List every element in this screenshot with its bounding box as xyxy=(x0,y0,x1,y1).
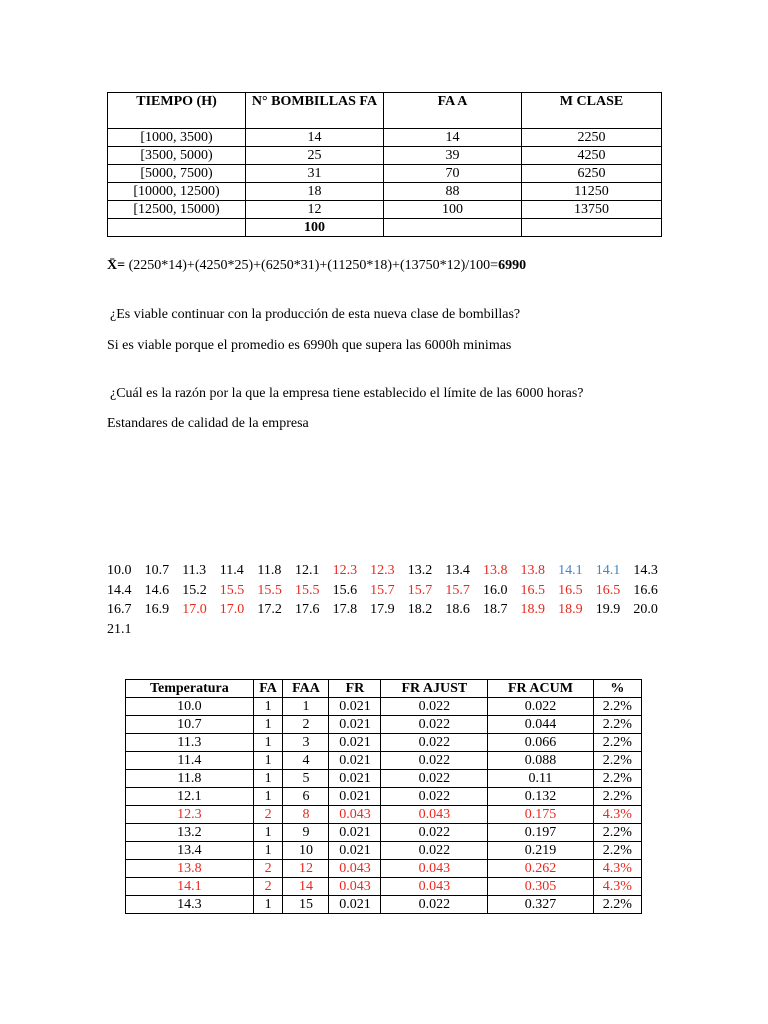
class-table-cell: [10000, 12500) xyxy=(108,183,246,201)
frequency-cell: 1 xyxy=(253,716,283,734)
frequency-cell: 0.022 xyxy=(381,788,488,806)
frequency-cell: 0.021 xyxy=(329,788,381,806)
frequency-table-row xyxy=(126,770,642,788)
data-value: 20.0 xyxy=(633,602,658,617)
frequency-cell: 12.3 xyxy=(126,806,254,824)
frequency-cell: 0.132 xyxy=(488,788,593,806)
frequency-cell: 0.043 xyxy=(381,860,488,878)
data-value: 16.9 xyxy=(144,602,170,617)
data-value: 18.9 xyxy=(558,602,583,617)
class-table-cell: 39 xyxy=(384,147,522,165)
frequency-cell: 0.021 xyxy=(329,752,381,770)
frequency-table-row xyxy=(126,788,642,806)
total-empty-cell xyxy=(384,219,522,237)
data-row xyxy=(107,602,667,622)
frequency-cell: 0.022 xyxy=(381,752,488,770)
frequency-cell: 8 xyxy=(283,806,329,824)
frequency-cell: 14.1 xyxy=(126,878,254,896)
data-value: 13.2 xyxy=(407,563,433,578)
total-cell: 100 xyxy=(246,219,384,237)
frequency-table-row xyxy=(126,860,642,878)
frequency-table-row xyxy=(126,734,642,752)
class-table xyxy=(107,92,662,237)
data-value: 18.6 xyxy=(445,602,470,617)
data-value: 17.6 xyxy=(294,602,320,617)
frequency-cell: 0.021 xyxy=(329,698,381,716)
frequency-cell: 5 xyxy=(283,770,329,788)
answer-1: Si es viable porque el promedio es 6990h que supera las 6000h minimas xyxy=(107,338,512,353)
header-bombillas: N° BOMBILLAS FA xyxy=(246,93,384,129)
frequency-header-cell: Temperatura xyxy=(126,680,254,698)
frequency-cell: 0.022 xyxy=(381,842,488,860)
data-value: 15.5 xyxy=(257,582,282,598)
frequency-cell: 10.0 xyxy=(126,698,254,716)
frequency-cell: 10.7 xyxy=(126,716,254,734)
frequency-cell: 2 xyxy=(253,860,283,878)
data-value: 14.4 xyxy=(107,582,132,598)
frequency-cell: 1 xyxy=(253,824,283,842)
frequency-cell: 0.022 xyxy=(381,824,488,842)
question-1: ¿Es viable continuar con la producción de esta nueva clase de bombillas? xyxy=(110,307,521,322)
data-value: 15.7 xyxy=(407,582,433,598)
class-table-cell: 12 xyxy=(246,201,384,219)
frequency-cell: 0.022 xyxy=(488,698,593,716)
mean-symbol: X̄= xyxy=(107,258,126,273)
frequency-header-cell: FAA xyxy=(283,680,329,698)
frequency-cell: 1 xyxy=(283,698,329,716)
frequency-table-row xyxy=(126,896,642,914)
frequency-cell: 13.2 xyxy=(126,824,254,842)
frequency-table-row xyxy=(126,842,642,860)
frequency-cell: 0.043 xyxy=(329,878,381,896)
data-value: 12.3 xyxy=(370,563,395,578)
data-value: 21.1 xyxy=(107,621,132,637)
frequency-cell: 0.088 xyxy=(488,752,593,770)
data-value: 16.0 xyxy=(482,582,508,598)
data-value: 14.3 xyxy=(633,563,658,578)
frequency-cell: 0.022 xyxy=(381,896,488,914)
frequency-cell: 0.043 xyxy=(329,860,381,878)
data-value: 13.8 xyxy=(482,563,508,578)
class-table-cell: [5000, 7500) xyxy=(108,165,246,183)
data-row xyxy=(107,563,667,583)
question-2: ¿Cuál es la razón por la que la empresa tiene establecido el límite de las 6000 horas? xyxy=(110,386,584,401)
data-value: 16.5 xyxy=(520,582,546,598)
frequency-cell: 0.022 xyxy=(381,716,488,734)
frequency-cell: 12 xyxy=(283,860,329,878)
frequency-table-row xyxy=(126,752,642,770)
mean-formula xyxy=(107,258,526,274)
class-table-cell: 4250 xyxy=(522,147,662,165)
frequency-cell: 0.175 xyxy=(488,806,593,824)
frequency-cell: 13.4 xyxy=(126,842,254,860)
data-value: 11.8 xyxy=(257,563,282,578)
frequency-cell: 3 xyxy=(283,734,329,752)
frequency-cell: 2.2% xyxy=(593,788,641,806)
data-value: 16.5 xyxy=(558,582,583,598)
frequency-header-cell: FR ACUM xyxy=(488,680,593,698)
data-value: 17.2 xyxy=(257,602,282,617)
data-value: 18.2 xyxy=(407,602,433,617)
frequency-cell: 1 xyxy=(253,788,283,806)
class-table-cell: 2250 xyxy=(522,129,662,147)
data-value: 18.7 xyxy=(482,602,508,617)
data-value: 15.6 xyxy=(332,582,358,598)
frequency-cell: 0.022 xyxy=(381,698,488,716)
frequency-cell: 1 xyxy=(253,734,283,752)
frequency-cell: 4.3% xyxy=(593,878,641,896)
frequency-cell: 1 xyxy=(253,752,283,770)
formula-result: 6990 xyxy=(498,258,527,273)
frequency-cell: 1 xyxy=(253,770,283,788)
frequency-cell: 13.8 xyxy=(126,860,254,878)
data-value: 17.0 xyxy=(182,602,207,617)
frequency-table-row xyxy=(126,806,642,824)
data-value: 17.8 xyxy=(332,602,358,617)
data-value: 14.1 xyxy=(558,563,583,578)
frequency-cell: 0.327 xyxy=(488,896,593,914)
frequency-cell: 2.2% xyxy=(593,752,641,770)
frequency-cell: 0.022 xyxy=(381,770,488,788)
data-value: 15.5 xyxy=(219,582,245,598)
class-table-total-row xyxy=(108,219,662,237)
class-table-cell: 18 xyxy=(246,183,384,201)
frequency-cell: 11.8 xyxy=(126,770,254,788)
data-value: 17.9 xyxy=(370,602,395,617)
data-value: 14.1 xyxy=(595,563,621,578)
frequency-cell: 0.021 xyxy=(329,896,381,914)
frequency-header-cell: % xyxy=(593,680,641,698)
data-value: 15.7 xyxy=(370,582,395,598)
total-empty-cell xyxy=(108,219,246,237)
class-table-cell: 88 xyxy=(384,183,522,201)
data-value: 15.5 xyxy=(294,582,320,598)
temperature-data-list xyxy=(107,563,667,641)
frequency-table-row xyxy=(126,824,642,842)
data-value: 13.8 xyxy=(520,563,546,578)
class-table-row xyxy=(108,165,662,183)
data-value: 10.7 xyxy=(144,563,170,578)
class-table-cell: 6250 xyxy=(522,165,662,183)
frequency-cell: 1 xyxy=(253,698,283,716)
frequency-cell: 0.043 xyxy=(329,806,381,824)
frequency-cell: 11.4 xyxy=(126,752,254,770)
frequency-table-row xyxy=(126,878,642,896)
data-value: 15.2 xyxy=(182,582,207,598)
data-value: 12.3 xyxy=(332,563,358,578)
data-row xyxy=(107,622,667,642)
class-table-row xyxy=(108,147,662,165)
class-table-row xyxy=(108,129,662,147)
data-value: 16.5 xyxy=(595,582,621,598)
frequency-cell: 0.044 xyxy=(488,716,593,734)
frequency-cell: 2.2% xyxy=(593,896,641,914)
frequency-cell: 2.2% xyxy=(593,824,641,842)
frequency-cell: 0.197 xyxy=(488,824,593,842)
header-mclase: M CLASE xyxy=(522,93,662,129)
frequency-cell: 0.043 xyxy=(381,878,488,896)
frequency-cell: 0.021 xyxy=(329,734,381,752)
class-table-cell: 70 xyxy=(384,165,522,183)
frequency-cell: 0.022 xyxy=(381,734,488,752)
data-value: 14.6 xyxy=(144,582,170,598)
class-table-cell: 31 xyxy=(246,165,384,183)
frequency-cell: 10 xyxy=(283,842,329,860)
frequency-cell: 0.066 xyxy=(488,734,593,752)
data-value: 11.3 xyxy=(182,563,207,578)
frequency-cell: 2 xyxy=(283,716,329,734)
class-table-cell: 25 xyxy=(246,147,384,165)
data-value: 19.9 xyxy=(595,602,621,617)
frequency-cell: 0.021 xyxy=(329,824,381,842)
frequency-cell: 12.1 xyxy=(126,788,254,806)
frequency-cell: 2.2% xyxy=(593,842,641,860)
frequency-cell: 0.262 xyxy=(488,860,593,878)
class-table-row xyxy=(108,201,662,219)
data-value: 10.0 xyxy=(107,563,132,578)
class-table-cell: [3500, 5000) xyxy=(108,147,246,165)
data-value: 16.7 xyxy=(107,602,132,617)
frequency-cell: 1 xyxy=(253,896,283,914)
header-tiempo: TIEMPO (H) xyxy=(108,93,246,129)
frequency-cell: 4.3% xyxy=(593,860,641,878)
header-faa: FA A xyxy=(384,93,522,129)
data-value: 18.9 xyxy=(520,602,546,617)
frequency-cell: 4 xyxy=(283,752,329,770)
frequency-cell: 0.021 xyxy=(329,716,381,734)
frequency-cell: 2.2% xyxy=(593,770,641,788)
total-empty-cell xyxy=(522,219,662,237)
frequency-cell: 15 xyxy=(283,896,329,914)
data-row xyxy=(107,583,667,603)
class-table-row xyxy=(108,183,662,201)
frequency-cell: 14.3 xyxy=(126,896,254,914)
frequency-table-header xyxy=(126,680,642,698)
data-value: 11.4 xyxy=(219,563,244,578)
class-table-cell: 14 xyxy=(246,129,384,147)
frequency-cell: 9 xyxy=(283,824,329,842)
frequency-cell: 2 xyxy=(253,806,283,824)
frequency-cell: 2 xyxy=(253,878,283,896)
class-table-cell: 11250 xyxy=(522,183,662,201)
class-table-cell: [1000, 3500) xyxy=(108,129,246,147)
frequency-cell: 0.219 xyxy=(488,842,593,860)
frequency-cell: 6 xyxy=(283,788,329,806)
class-table-cell: [12500, 15000) xyxy=(108,201,246,219)
frequency-cell: 1 xyxy=(253,842,283,860)
class-table-header xyxy=(108,93,662,129)
frequency-cell: 11.3 xyxy=(126,734,254,752)
frequency-cell: 2.2% xyxy=(593,698,641,716)
frequency-header-cell: FA xyxy=(253,680,283,698)
data-value: 16.6 xyxy=(633,582,658,598)
answer-2: Estandares de calidad de la empresa xyxy=(107,416,309,431)
class-table-cell: 14 xyxy=(384,129,522,147)
data-value: 13.4 xyxy=(445,563,470,578)
frequency-cell: 0.021 xyxy=(329,770,381,788)
formula-expression: (2250*14)+(4250*25)+(6250*31)+(11250*18)+(13750*12)/100= xyxy=(125,258,499,273)
frequency-cell: 0.043 xyxy=(381,806,488,824)
frequency-cell: 2.2% xyxy=(593,716,641,734)
frequency-cell: 0.305 xyxy=(488,878,593,896)
class-table-cell: 13750 xyxy=(522,201,662,219)
data-value: 12.1 xyxy=(294,563,320,578)
frequency-cell: 4.3% xyxy=(593,806,641,824)
frequency-cell: 0.021 xyxy=(329,842,381,860)
data-value: 17.0 xyxy=(219,602,245,617)
frequency-table-row xyxy=(126,716,642,734)
frequency-header-cell: FR xyxy=(329,680,381,698)
frequency-cell: 0.11 xyxy=(488,770,593,788)
frequency-cell: 14 xyxy=(283,878,329,896)
data-value: 15.7 xyxy=(445,582,470,598)
frequency-table-row xyxy=(126,698,642,716)
frequency-table xyxy=(125,679,642,914)
frequency-cell: 2.2% xyxy=(593,734,641,752)
frequency-header-cell: FR AJUST xyxy=(381,680,488,698)
class-table-cell: 100 xyxy=(384,201,522,219)
